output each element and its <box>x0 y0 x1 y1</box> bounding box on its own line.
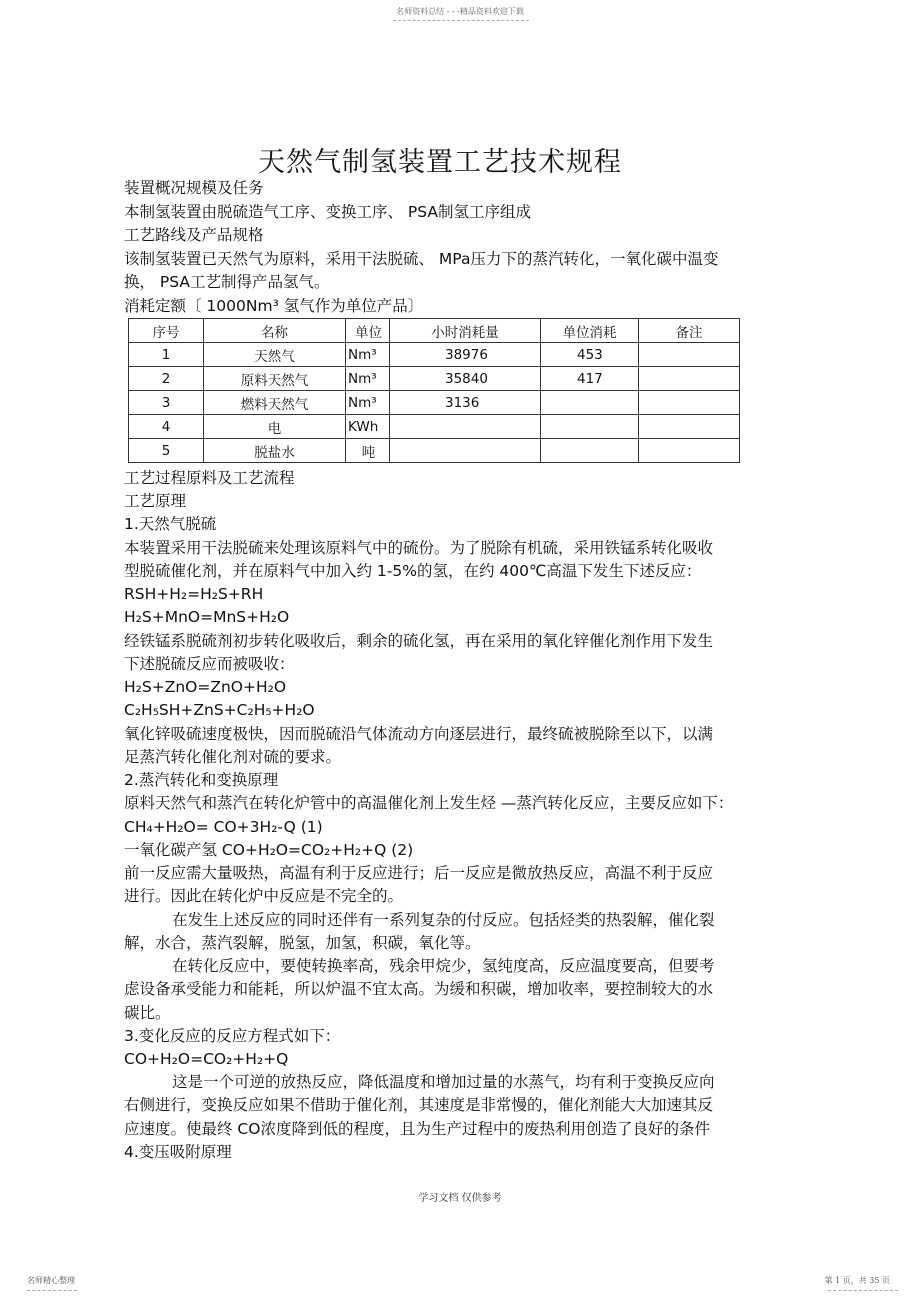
column-header: 小时消耗量 <box>390 319 541 343</box>
text-line: 本装置采用干法脱硫来处理该原料气中的硫份。为了脱除有机硫，采用铁锰系转化吸收 <box>124 538 714 557</box>
table-cell: 5 <box>129 439 204 463</box>
footer-left-divider <box>27 1290 77 1291</box>
text-line: 经铁锰系脱硫剂初步转化吸收后，剩余的硫化氢，再在采用的氧化锌催化剂作用下发生 <box>124 631 714 650</box>
footer-right-divider <box>828 1290 898 1291</box>
table-cell <box>541 391 639 415</box>
text-line: 消耗定额〔 1000Nm³ 氢气作为单位产品〕 <box>124 297 424 315</box>
text-line: 4.变压吸附原理 <box>124 1142 232 1161</box>
table-cell: Nm³ <box>346 367 390 391</box>
text-line: 装置概况规模及任务 <box>124 179 264 197</box>
text-line: 原料天然气和蒸汽在转化炉管中的高温催化剂上发生烃 —蒸汽转化反应，主要反应如下： <box>124 794 734 813</box>
text-line: 应速度。使最终 CO浓度降到低的程度，且为生产过程中的废热利用创造了良好的条件 <box>124 1119 710 1138</box>
table-cell <box>639 367 740 391</box>
text-line: 工艺原理 <box>124 492 187 511</box>
text-line: 进行。因此在转化炉中反应是不完全的。 <box>124 887 404 906</box>
table-row <box>129 415 740 439</box>
column-header: 名称 <box>204 319 346 343</box>
table-cell: 3 <box>129 391 204 415</box>
text-line: 本制氢装置由脱硫造气工序、变换工序、 PSA制氢工序组成 <box>124 202 532 221</box>
footer-left: 名师精心整理 <box>27 1276 75 1285</box>
table-cell: 燃料天然气 <box>204 391 346 415</box>
column-header: 备注 <box>639 319 740 343</box>
table-row <box>129 343 740 367</box>
text-line: 工艺路线及产品规格 <box>124 226 264 245</box>
text-line: 虑设备承受能力和能耗，所以炉温不宜太高。为缓和积碳，增加收率，要控制较大的水 <box>124 980 714 999</box>
table-cell: 电 <box>204 415 346 439</box>
table-cell: 原料天然气 <box>204 367 346 391</box>
header-divider <box>393 20 529 21</box>
column-header: 单位消耗 <box>541 319 639 343</box>
consumption-table <box>128 318 740 463</box>
text-line: 这是一个可逆的放热反应，降低温度和增加过量的水蒸气，均有利于变换反应向 <box>172 1073 715 1092</box>
text-line: 下述脱硫反应而被吸收： <box>124 654 295 673</box>
text-line: H₂S+ZnO=ZnO+H₂O <box>124 678 287 697</box>
page-header: 名师资料总结 - - -精品资料欢迎下载 <box>396 7 524 16</box>
table-cell <box>639 343 740 367</box>
text-line: 解，水合，蒸汽裂解，脱氢，加氢，积碳，氧化等。 <box>124 933 481 952</box>
text-line: 型脱硫催化剂，并在原料气中加入约 1-5%的氢，在约 400℃高温下发生下述反应： <box>124 561 702 580</box>
table-cell <box>639 415 740 439</box>
document-title: 天然气制氢装置工艺技术规程 <box>258 147 622 178</box>
text-line: 在发生上述反应的同时还伴有一系列复杂的付反应。包括烃类的热裂解，催化裂 <box>172 910 715 929</box>
text-line: CH₄+H₂O= CO+3H₂-Q (1) <box>124 817 323 836</box>
table-cell <box>541 439 639 463</box>
table-cell: 453 <box>541 343 639 367</box>
table-row <box>129 367 740 391</box>
table-cell <box>390 439 541 463</box>
text-line: 右侧进行，变换反应如果不借助于催化剂，其速度是非常慢的，催化剂能大大加速其反 <box>124 1096 714 1115</box>
text-line: 一氧化碳产氢 CO+H₂O=CO₂+H₂+Q (2) <box>124 840 414 859</box>
table-cell <box>390 415 541 439</box>
table-cell <box>541 415 639 439</box>
text-line: 该制氢装置已天然气为原料，采用干法脱硫、 MPa压力下的蒸汽转化，一氧化碳中温变 <box>124 249 719 268</box>
table-row <box>129 439 740 463</box>
table-cell: 1 <box>129 343 204 367</box>
column-header: 序号 <box>129 319 204 343</box>
page-number: 第 1 页，共 35 页 <box>824 1276 890 1285</box>
table-cell <box>639 439 740 463</box>
text-line: 2.蒸汽转化和变换原理 <box>124 771 279 790</box>
text-line: 碳比。 <box>124 1003 171 1022</box>
text-line: 1.天然气脱硫 <box>124 515 217 534</box>
table-row <box>129 391 740 415</box>
text-line: 足蒸汽转化催化剂对硫的要求。 <box>124 747 342 766</box>
table-cell: 4 <box>129 415 204 439</box>
column-header: 单位 <box>346 319 390 343</box>
text-line: 氧化锌吸硫速度极快，因而脱硫沿气体流动方向逐层进行，最终硫被脱除至以下，以满 <box>124 724 714 743</box>
table-cell: 38976 <box>390 343 541 367</box>
table-header-row <box>129 319 740 343</box>
text-line: 3.变化反应的反应方程式如下： <box>124 1026 341 1045</box>
table-cell: 2 <box>129 367 204 391</box>
table-cell: 脱盐水 <box>204 439 346 463</box>
table-cell: Nm³ <box>346 391 390 415</box>
table-cell: 35840 <box>390 367 541 391</box>
text-line: H₂S+MnO=MnS+H₂O <box>124 608 290 627</box>
text-line: 工艺过程原料及工艺流程 <box>124 469 295 487</box>
text-line: 前一反应需大量吸热，高温有利于反应进行；后一反应是微放热反应，高温不利于反应 <box>124 864 714 883</box>
table-cell: 417 <box>541 367 639 391</box>
table-cell: KWh <box>346 415 390 439</box>
text-line: C₂H₅SH+ZnS+C₂H₅+H₂O <box>124 701 315 720</box>
text-line: RSH+H₂=H₂S+RH <box>124 585 264 604</box>
table-cell: 吨 <box>346 439 390 463</box>
text-line: 在转化反应中，要使转换率高，残余甲烷少，氢纯度高，反应温度要高，但要考 <box>172 957 715 976</box>
table-cell <box>639 391 740 415</box>
table-cell: 天然气 <box>204 343 346 367</box>
table-cell: 3136 <box>390 391 541 415</box>
page-footer: 学习文档 仅供参考 <box>418 1193 502 1204</box>
table-cell: Nm³ <box>346 343 390 367</box>
text-line: 换， PSA工艺制得产品氢气。 <box>124 273 330 292</box>
text-line: CO+H₂O=CO₂+H₂+Q <box>124 1050 289 1068</box>
